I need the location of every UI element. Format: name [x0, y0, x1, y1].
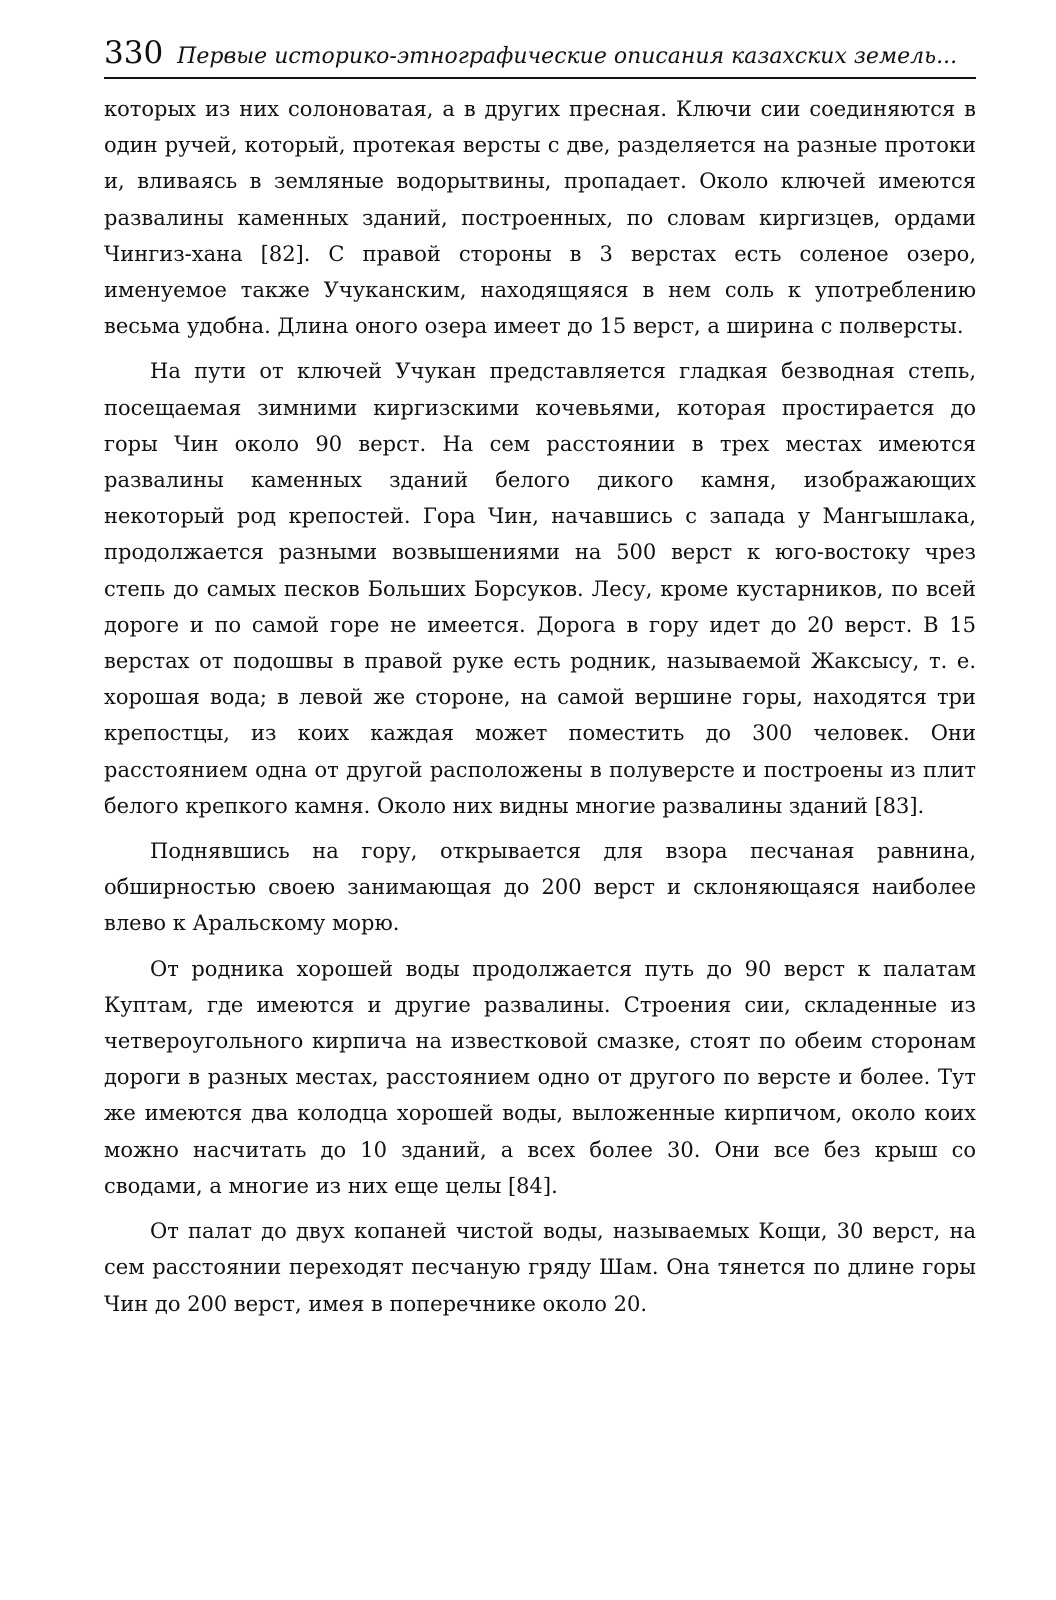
book-page [104, 35, 976, 1322]
paragraph-sandy-plain: Поднявшись на гору, открывается для взора песчаная равнина, обширностью своею занимающая до 200 верст и склоняющаяся наиболее влево к Аральскому морю. [104, 839, 976, 936]
paragraph-kuptam-palaces: От родника хорошей воды продолжается путь до 90 верст к палатам Куптам, где имеются и другие развалины. Строения сии, складенные из четвероугольного кирпича на известковой смазке, стоят по обеим сторонам дороги в разных местах, расстоянием одно от другого по версте и более. Тут же имеются два колодца хорошей воды, выложенные кирпичом, около коих можно насчитать до 10 зданий, а всех более 30. Они все без крыш со сводами, а многие из них еще целы [84]. [104, 956, 976, 1198]
page-number: 330 [104, 35, 164, 71]
paragraph-continued: которых из них солоноватая, а в других пресная. Ключи сии соединяются в один ручей, который, протекая версты с две, разделяется на разные протоки и, вливаясь в земляные водорытвины, пропадает. Около ключей имеются развалины каменных зданий, построенных, по словам киргизцев, ордами Чингиз-хана [82]. С правой стороны в 3 верстах есть соленое озеро, именуемое также Учуканским, находящяяся в нем соль к употреблению весьма удобна. Длина оного озера имеет до 15 верст, а ширина с полверсты. [104, 97, 976, 339]
page-header [104, 35, 976, 79]
running-title: Первые историко-этнографические описания казахских земель... [177, 44, 958, 69]
paragraph-uchukan-steppe: На пути от ключей Учукан представляется гладкая безводная степь, посещаемая зимними киргизскими кочевьями, которая простирается до горы Чин около 90 верст. На сем расстоянии в трех местах имеются развалины каменных зданий белого дикого камня, изображающих некоторый род крепостей. Гора Чин, начавшись с запада у Мангышлака, продолжается разными возвышениями на 500 верст к юго-востоку чрез степь до самых песков Больших Борсуков. Лесу, кроме кустарников, по всей дороге и по самой горе не имеется. Дорога в гору идет до 20 верст. В 15 верстах от подошвы в правой руке есть родник, называемой Жаксысу, т. е. хорошая вода; в левой же стороне, на самой вершине горы, находятся три крепостцы, из коих каждая может поместить до 300 человек. Они расстоянием одна от другой расположены в полуверсте и построены из плит белого крепкого камня. Около них видны многие развалины зданий [83]. [104, 359, 976, 818]
paragraph-koshchi-wells: От палат до двух копаней чистой воды, называемых Кощи, 30 верст, на сем расстоянии переходят песчаную гряду Шам. Она тянется по длине горы Чин до 200 верст, имея в поперечнике около 20. [104, 1219, 976, 1316]
body-text [104, 91, 976, 1322]
